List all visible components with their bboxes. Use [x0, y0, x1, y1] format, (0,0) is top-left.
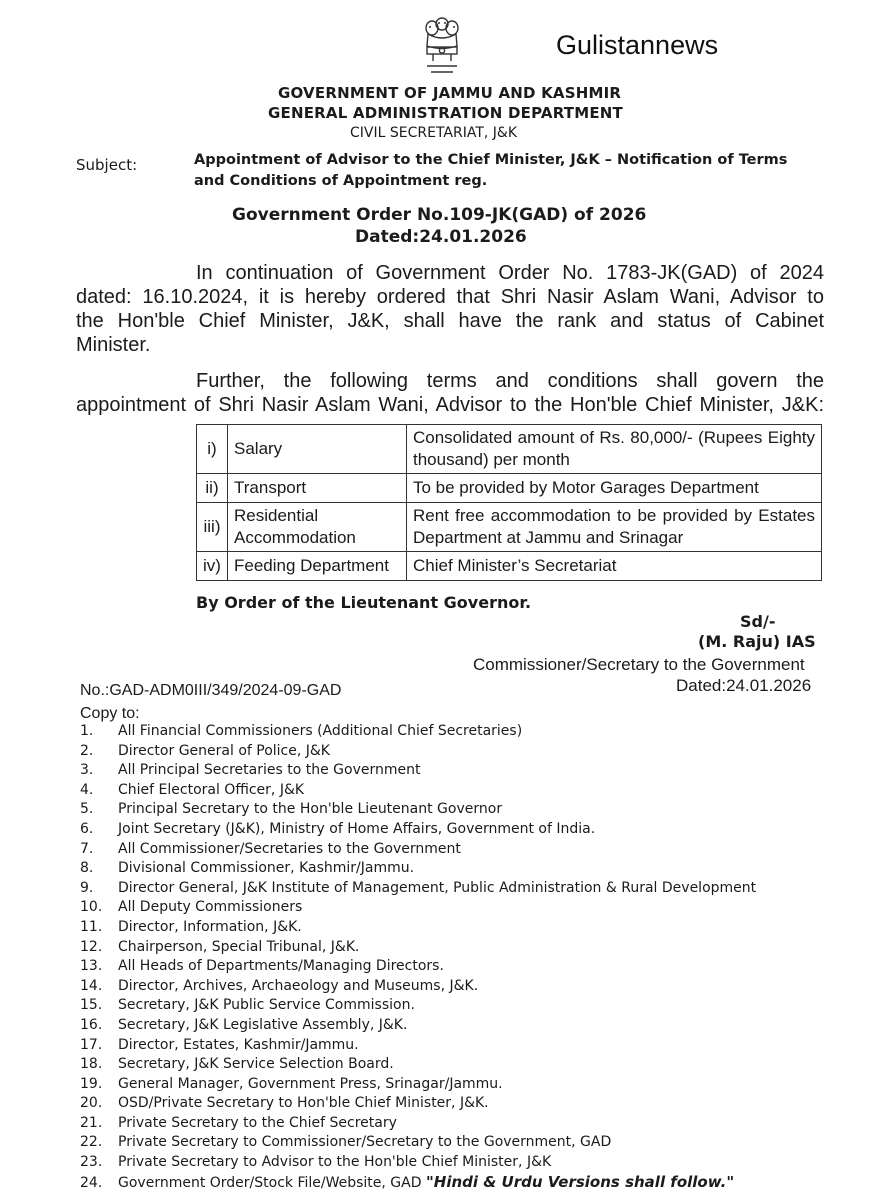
list-item-number: 10. [80, 899, 103, 916]
term-number: iii) [197, 503, 228, 552]
term-detail: To be provided by Motor Garages Department [407, 474, 822, 503]
list-item [80, 1036, 756, 1056]
list-item-number: 19. [80, 1075, 103, 1092]
list-item-number: 16. [80, 1016, 103, 1033]
list-item-text: Chief Electoral Officer, J&K [118, 781, 305, 798]
signature-sd: Sd/- [740, 612, 776, 631]
list-item-number: 14. [80, 977, 103, 994]
list-item-number: 7. [80, 840, 94, 857]
list-item-number: 4. [80, 781, 94, 798]
paragraph-2-line-2: appointment of Shri Nasir Aslam Wani, Advisor to the Hon'ble Chief Minister, J&K: [76, 394, 824, 416]
reference-number: No.:GAD-ADM0III/349/2024-09-GAD [80, 682, 342, 699]
list-item [80, 957, 756, 977]
list-item-text: Director General of Police, J&K [118, 742, 330, 759]
list-item [80, 977, 756, 997]
term-number: iv) [197, 552, 228, 581]
list-item-text: General Manager, Government Press, Srinagar/Jammu. [118, 1075, 503, 1092]
list-item-number: 8. [80, 860, 94, 877]
list-item [80, 1075, 756, 1095]
term-detail: Rent free accommodation to be provided by Estates Department at Jammu and Srinagar [407, 503, 822, 552]
table-row [197, 425, 822, 474]
list-item-number: 20. [80, 1095, 103, 1112]
subject-label: Subject: [76, 156, 138, 174]
list-item-number: 5. [80, 801, 94, 818]
list-item [80, 938, 756, 958]
paragraph-2-line-1: Further, the following terms and conditions shall govern the [196, 370, 824, 392]
list-item-text: Secretary, J&K Service Selection Board. [118, 1056, 394, 1073]
term-detail: Chief Minister’s Secretariat [407, 552, 822, 581]
list-item [80, 918, 756, 938]
list-item-text: All Principal Secretaries to the Government [118, 762, 421, 779]
paragraph-1-line-1: In continuation of Government Order No. 1783-JK(GAD) of 2024 [196, 262, 824, 284]
list-item-text: Government Order/Stock File/Website, GAD [118, 1174, 422, 1191]
list-item [80, 1055, 756, 1075]
list-item [80, 879, 756, 899]
list-item-number: 15. [80, 997, 103, 1014]
list-item-number: 1. [80, 723, 94, 739]
list-item [80, 800, 756, 820]
watermark-text: Gulistannews [556, 30, 719, 60]
list-item-number: 13. [80, 958, 103, 975]
list-item [80, 1114, 756, 1134]
list-item-text: Chairperson, Special Tribunal, J&K. [118, 938, 360, 955]
list-item-number: 6. [80, 820, 94, 837]
paragraph-1-line-2: dated: 16.10.2024, it is hereby ordered that Shri Nasir Aslam Wani, Advisor to [76, 286, 824, 308]
list-item-number: 2. [80, 742, 94, 759]
list-item-text: All Financial Commissioners (Additional Chief Secretaries) [118, 723, 523, 739]
list-item-number: 17. [80, 1036, 103, 1053]
term-number: ii) [197, 474, 228, 503]
list-item [80, 840, 756, 860]
list-item-number: 12. [80, 938, 103, 955]
term-item: Salary [228, 425, 407, 474]
table-row [197, 552, 822, 581]
list-item-text: Divisional Commissioner, Kashmir/Jammu. [118, 860, 415, 877]
table-row [197, 503, 822, 552]
list-item-number: 24. [80, 1174, 103, 1191]
by-order-line: By Order of the Lieutenant Governor. [196, 593, 532, 612]
list-item [80, 1016, 756, 1036]
list-item [80, 761, 756, 781]
list-item [80, 1173, 756, 1193]
list-item-text: Principal Secretary to the Hon'ble Lieutenant Governor [118, 801, 503, 818]
versions-note: "Hindi & Urdu Versions shall follow." [425, 1172, 735, 1191]
state-emblem-icon [419, 14, 465, 80]
copy-to-label: Copy to: [80, 705, 140, 722]
list-item [80, 996, 756, 1016]
list-item-number: 3. [80, 762, 94, 779]
order-dated: Dated:24.01.2026 [355, 227, 527, 247]
signoff-dated: Dated:24.01.2026 [676, 676, 812, 695]
list-item-number: 23. [80, 1154, 103, 1171]
list-item-text: All Deputy Commissioners [118, 899, 303, 916]
term-number: i) [197, 425, 228, 474]
list-item-text: Secretary, J&K Public Service Commission. [118, 997, 415, 1014]
header-secretariat: CIVIL SECRETARIAT, J&K [350, 125, 518, 141]
list-item [80, 781, 756, 801]
list-item [80, 1094, 756, 1114]
subject-line-2: and Conditions of Appointment reg. [194, 173, 488, 189]
subject-line-1: Appointment of Advisor to the Chief Minister, J&K – Notification of Terms [194, 152, 788, 168]
list-item-number: 21. [80, 1114, 103, 1131]
term-item: Residential Accommodation [228, 503, 407, 552]
list-item [80, 1133, 756, 1153]
list-item-text: Private Secretary to Advisor to the Hon'ble Chief Minister, J&K [118, 1154, 552, 1171]
signatory-designation: Commissioner/Secretary to the Government [473, 655, 805, 674]
list-item-text: All Heads of Departments/Managing Directors. [118, 958, 444, 975]
list-item-text: Secretary, J&K Legislative Assembly, J&K. [118, 1016, 408, 1033]
paragraph-1-line-3: the Hon'ble Chief Minister, J&K, shall have the rank and status of Cabinet [76, 310, 824, 332]
list-item-text: Joint Secretary (J&K), Ministry of Home Affairs, Government of India. [118, 820, 596, 837]
order-title: Government Order No.109-JK(GAD) of 2026 [232, 205, 647, 225]
list-item-text: Director, Information, J&K. [118, 918, 302, 935]
signatory-name: (M. Raju) IAS [698, 632, 816, 651]
terms-table [196, 424, 822, 581]
list-item-text: Director, Estates, Kashmir/Jammu. [118, 1036, 359, 1053]
list-item-text: Director General, J&K Institute of Management, Public Administration & Rural Development [118, 879, 757, 896]
list-item-number: 22. [80, 1134, 103, 1151]
list-item [80, 898, 756, 918]
list-item [80, 859, 756, 879]
table-row [197, 474, 822, 503]
term-item: Transport [228, 474, 407, 503]
header-department: GENERAL ADMINISTRATION DEPARTMENT [268, 104, 623, 122]
list-item [80, 1153, 756, 1173]
list-item [80, 820, 756, 840]
paragraph-1-line-4: Minister. [76, 334, 151, 356]
term-detail: Consolidated amount of Rs. 80,000/- (Rupees Eighty thousand) per month [407, 425, 822, 474]
header-government: GOVERNMENT OF JAMMU AND KASHMIR [278, 84, 622, 102]
term-item: Feeding Department [228, 552, 407, 581]
list-item-text: All Commissioner/Secretaries to the Government [118, 840, 461, 857]
list-item-text: OSD/Private Secretary to Hon'ble Chief Minister, J&K. [118, 1095, 489, 1112]
copy-to-list [80, 722, 756, 1192]
list-item [80, 722, 756, 742]
list-item-number: 18. [80, 1056, 103, 1073]
list-item-number: 9. [80, 879, 94, 896]
list-item-text: Director, Archives, Archaeology and Museums, J&K. [118, 977, 479, 994]
list-item-text: Private Secretary to the Chief Secretary [118, 1114, 397, 1131]
list-item [80, 742, 756, 762]
list-item-number: 11. [80, 918, 103, 935]
list-item-text: Private Secretary to Commissioner/Secretary to the Government, GAD [118, 1134, 612, 1151]
